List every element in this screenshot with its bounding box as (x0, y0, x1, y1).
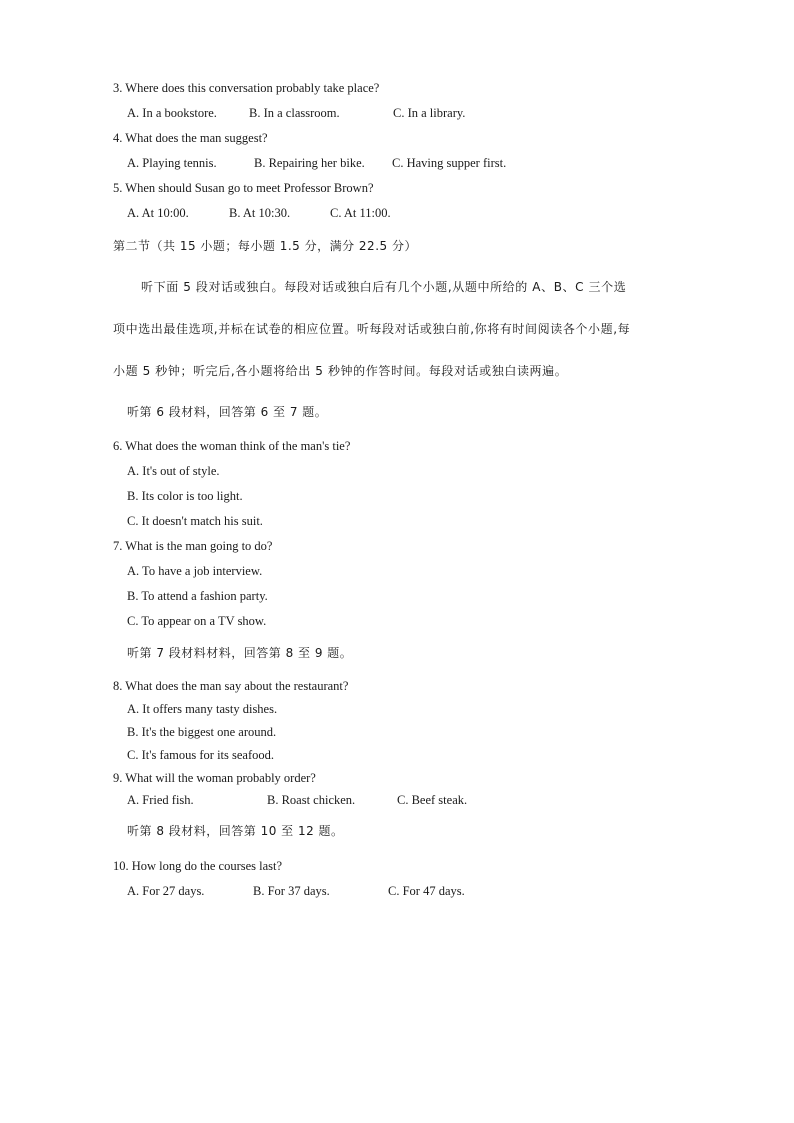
question-10-option-a: A. For 27 days. (127, 884, 205, 898)
question-7-option-c: C. To appear on a TV show. (127, 614, 267, 628)
question-5-option-c: C. At 11:00. (330, 206, 391, 220)
question-10-option-b: B. For 37 days. (253, 884, 330, 898)
question-5-option-a: A. At 10:00. (127, 206, 189, 220)
question-8-option-a: A. It offers many tasty dishes. (127, 702, 278, 716)
instructions-line-2: 项中选出最佳选项,并标在试卷的相应位置。听每段对话或独白前,你将有时间阅读各个小题,每 (113, 322, 631, 336)
question-7-stem: 7. What is the man going to do? (113, 539, 273, 553)
question-8-option-b: B. It's the biggest one around. (127, 725, 277, 739)
instructions-line-3: 小题 5 秒钟；听完后,各小题将给出 5 秒钟的作答时间。每段对话或独白读两遍。 (113, 364, 568, 378)
question-5-option-b: B. At 10:30. (229, 206, 291, 220)
question-3-stem: 3. Where does this conversation probably take place? (113, 81, 380, 95)
instructions-line-1: 听下面 5 段对话或独白。每段对话或独白后有几个小题,从题中所给的 A、B、C 三个选 (141, 280, 627, 294)
question-7-option-b: B. To attend a fashion party. (127, 589, 268, 603)
section-heading: 第二节（共 15 小题；每小题 1.5 分，满分 22.5 分） (113, 239, 417, 253)
question-9-stem: 9. What will the woman probably order? (113, 771, 316, 785)
material-7-instruction: 听第 7 段材料材料，回答第 8 至 9 题。 (127, 646, 353, 660)
question-6-option-b: B. Its color is too light. (127, 489, 243, 503)
question-8-stem: 8. What does the man say about the restaurant? (113, 679, 349, 693)
question-9-option-a: A. Fried fish. (127, 793, 194, 807)
question-6-stem: 6. What does the woman think of the man's tie? (113, 439, 351, 453)
question-9-option-c: C. Beef steak. (397, 793, 468, 807)
question-3-option-b: B. In a classroom. (249, 106, 340, 120)
question-3-option-a: A. In a bookstore. (127, 106, 217, 120)
question-10-stem: 10. How long do the courses last? (113, 859, 283, 873)
question-8-option-c: C. It's famous for its seafood. (127, 748, 275, 762)
question-4-option-c: C. Having supper first. (392, 156, 507, 170)
question-4-option-b: B. Repairing her bike. (254, 156, 365, 170)
question-9-option-b: B. Roast chicken. (267, 793, 356, 807)
material-6-instruction: 听第 6 段材料，回答第 6 至 7 题。 (127, 405, 328, 419)
material-8-instruction: 听第 8 段材料，回答第 10 至 12 题。 (127, 824, 344, 838)
question-5-stem: 5. When should Susan go to meet Professor Brown? (113, 181, 374, 195)
question-7-option-a: A. To have a job interview. (127, 564, 263, 578)
question-6-option-c: C. It doesn't match his suit. (127, 514, 263, 528)
question-4-stem: 4. What does the man suggest? (113, 131, 268, 145)
question-6-option-a: A. It's out of style. (127, 464, 220, 478)
question-3-option-c: C. In a library. (393, 106, 466, 120)
question-10-option-c: C. For 47 days. (388, 884, 465, 898)
question-4-option-a: A. Playing tennis. (127, 156, 217, 170)
